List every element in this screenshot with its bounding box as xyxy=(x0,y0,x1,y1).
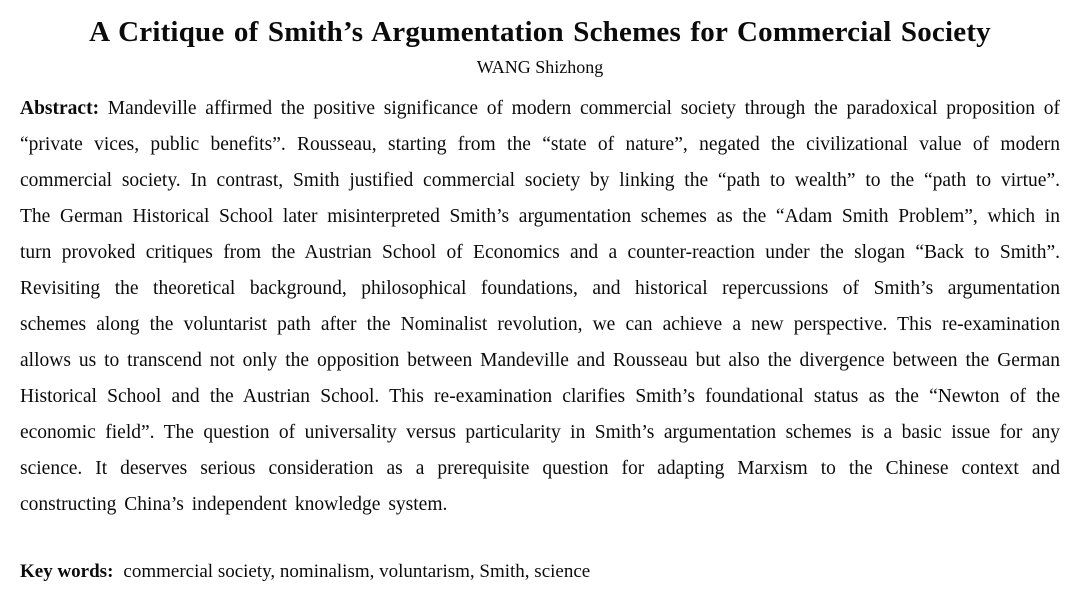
abstract-label: Abstract: xyxy=(20,98,100,120)
paper-author: WANG Shizhong xyxy=(476,57,604,78)
paper-title: A Critique of Smith’s Argumentation Schemes for Commercial Society xyxy=(89,16,991,48)
keywords-line xyxy=(20,557,1060,587)
abstract-text: Mandeville affirmed the positive significance of modern commercial society through the paradoxical proposition of “private vices, public benefits”. Rousseau, starting from the “state of nature”, negated the civilizational value of modern commercial society. In contrast, Smith justified commercial society by linking the “path to wealth” to the “path to virtue”. The German Historical School later misinterpreted Smith’s argumentation schemes as the “Adam Smith Problem”, which in turn provoked critiques from the Austrian School of Economics and a counter-reaction under the slogan “Back to Smith”. Revisiting the theoretical background, philosophical foundations, and historical repercussions of Smith’s argumentation schemes along the voluntarist path after the Nominalist revolution, we can achieve a new perspective. This re-examination allows us to transcend not only the opposition between Mandeville and Rousseau but also the divergence between the German Historical School and the Austrian School. This re-examination clarifies Smith’s foundational status as the “Newton of the economic field”. The question of universality versus particularity in Smith’s argumentation schemes is a basic issue for any science. It deserves serious consideration as a prerequisite question for adapting Marxism to the Chinese context and constructing China’s independent knowledge system. xyxy=(20,98,1060,516)
abstract-paragraph xyxy=(20,91,1060,523)
keywords-text: commercial society, nominalism, voluntarism, Smith, science xyxy=(123,561,591,583)
keywords-label: Key words: xyxy=(20,561,114,583)
